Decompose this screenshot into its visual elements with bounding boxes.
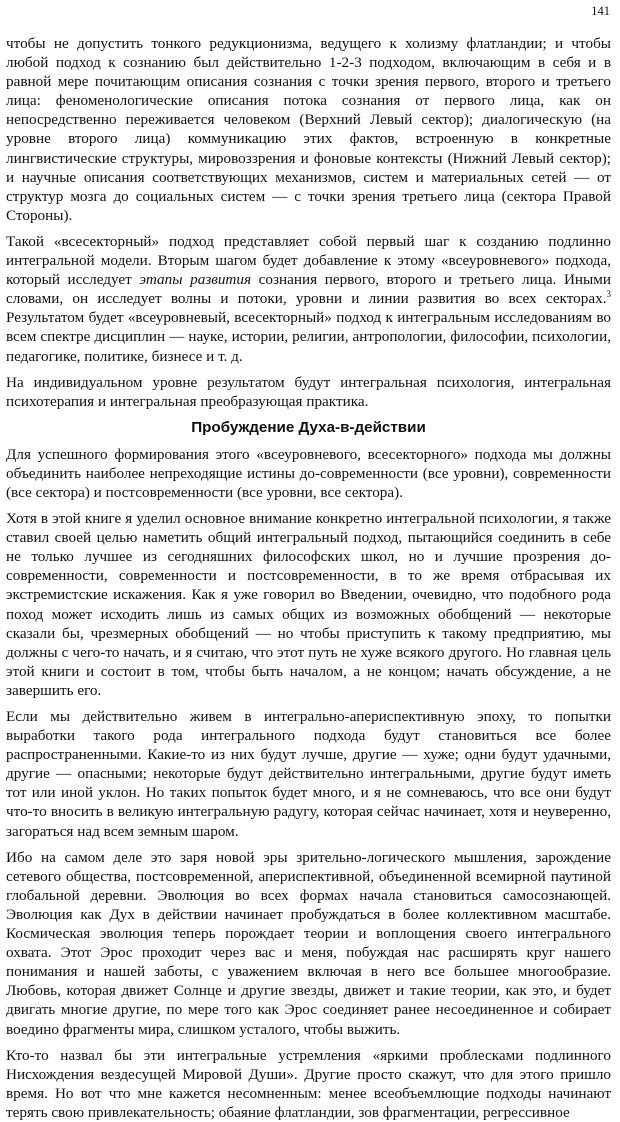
paragraph-8: Кто-то назвал бы эти интегральные устремления «яркими проблесками подлинного Нисхождения вездесущей Мировой Души». Другие просто скажут, что для этого пришло время. Но вот что мне кажется несомненным: менее всеобъемлющие подходы начинают терять свою привлекательность; обаяние флатландии, зов фрагментации, регрессивное	[6, 1046, 611, 1121]
footnote-marker[interactable]: 3	[606, 289, 611, 300]
paragraph-2	[6, 232, 611, 366]
paragraph-6: Если мы действительно живем в интегрально-апериспективную эпоху, то попытки выработки такого рода интегрального подхода будут становиться все более распространенными. Какие-то из них будут лучше, другие — хуже; одни будут удачными, другие — опасными; некоторые будут действительно интегральными, другие будут иметь тот или иной уклон. Но таких попыток будет много, и я не сомневаюсь, что все они будут что-то вносить в великую интегральную радугу, которая сейчас начинает, хотя и неуверенно, загораться над всем земным шаром.	[6, 708, 611, 840]
paragraph-2-part-c: Результатом будет «всеуровневый, всесекторный» подход к интегральным исследованиям во всем спектре дисциплин — науке, истории, религии, антропологии, философии, психологии, педагогике, политике, бизнесе и т. д.	[6, 309, 611, 365]
paragraph-3: На индивидуальном уровне результатом будут интегральная психология, интегральная психотерапия и интегральная преобразующая практика.	[6, 373, 611, 410]
paragraph-2-part-a: Такой «всесекторный» подход представляет собой первый шаг к созданию подлинно интегральной модели. Вторым шагом будет добавление к этому «всеуровневого» подхода, который исследует	[6, 232, 611, 289]
paragraph-1: чтобы не допустить тонкого редукционизма, ведущего к холизму флатландии; и чтобы любой подход к сознанию был действительно 1-2-3 подходом, включающим в себя и в равной мере почитающим описания сознания с точки зрения первого, второго и третьего лица: феноменологические описания потока сознания от первого лица, как он непосредственно переживается человеком (Верхний Левый сектор); диалогическую (на уровне второго лица) коммуникацию этих фактов, встроенную в конкретные лингвистические структуры, мировоззрения и фоновые контексты (Нижний Левый сектор); и научные описания соответствующих механизмов, систем и материальных сетей — от структур мозга до социальных систем — с точки зрения третьего лица (сектора Правой Стороны).	[6, 35, 611, 224]
paragraph-7: Ибо на самом деле это заря новой эры зрительно-логического мышления, зарождение сетевого общества, постсовременной, апериспективной, объединенной всемирной паутиной глобальной деревни. Эволюция во всех формах начала становиться самосознающей. Эволюция как Дух в действии начинает пробуждаться в более коллективном масштабе. Космическая эволюция теперь порождает теории и воплощения своего интегрального охвата. Этот Эрос проходит через вас и меня, побуждая нас расширять круг нашего понимания и нашей заботы, с уважением включая в него все большее многообразие. Любовь, которая движет Солнце и другие звезды, движет и такие теории, как это, и будет двигать многие другие, по мере того как Эрос соединяет ранее несоединенное и собирает воедино фрагменты мира, слишком усталого, чтобы выжить.	[6, 848, 611, 1038]
page-number: 141	[591, 4, 610, 18]
paragraph-2-italic-term: этапы развития	[139, 271, 252, 289]
paragraph-4: Для успешного формирования этого «всеуровневого, всесекторного» подхода мы должны объединить наиболее непреходящие истины до-современности (все уровни), современности (все сектора) и постсовременности (все уровни, все сектора).	[6, 445, 611, 501]
paragraph-2-part-b: сознания первого, второго и третьего лица. Иными словами, он исследует волны и потоки, уровни и линии развития во всех секторах.	[6, 271, 612, 308]
paragraph-5: Хотя в этой книге я уделил основное внимание конкретно интегральной психологии, я также ставил своей целью наметить общий интегральный подход, пытающийся соединить в себе не только лучшее из сегодняшних философских школ, но и лучшие прозрения до-современности, современности и постсовременности, в то же время отбрасывая их экстремистские искажения. Как я уже говорил во Введении, очевидно, что подобного рода поход может исходить лишь из самых общих из возможных обобщений — некоторые сказали бы, чрезмерных обобщений — но чтобы приступить к такому предприятию, мы должны с чего-то начать, и я считаю, что этот путь не хуже всякого другого. Но главная цель этой книги и состоит в том, чтобы быть началом, а не концом; начать обсуждение, а не завершить его.	[6, 510, 611, 699]
section-heading: Пробуждение Духа-в-действии	[191, 418, 426, 436]
